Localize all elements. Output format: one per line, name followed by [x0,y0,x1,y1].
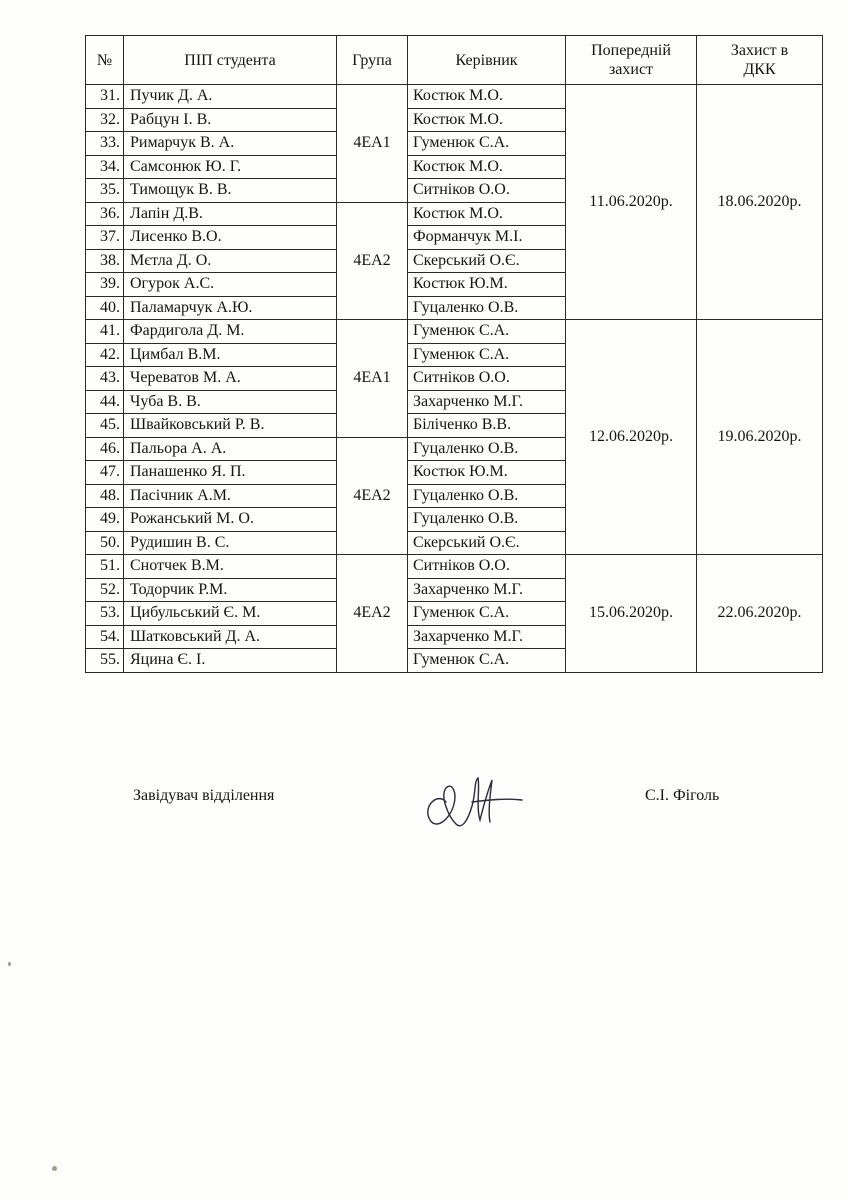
supervisor-name: Костюк М.О. [408,108,566,132]
supervisor-name: Гуцаленко О.В. [408,508,566,532]
supervisor-name: Гуцаленко О.В. [408,296,566,320]
supervisor-name: Костюк М.О. [408,202,566,226]
header-preliminary-line1: Попередній [591,42,671,59]
header-preliminary-defense [566,36,697,85]
header-defense-line2: ДКК [743,61,776,78]
preliminary-defense-date: 11.06.2020р. [566,85,697,320]
student-name: Цимбал В.М. [124,343,337,367]
supervisor-name: Гуменюк С.А. [408,649,566,673]
row-number: 55. [86,649,124,673]
paper-speck [52,1166,57,1171]
student-name: Фардигола Д. М. [124,320,337,344]
student-name: Рабцун І. В. [124,108,337,132]
supervisor-name: Ситніков О.О. [408,555,566,579]
supervisor-name: Гуцаленко О.В. [408,484,566,508]
student-name: Рожанський М. О. [124,508,337,532]
defense-schedule-table [85,35,823,673]
table-row [86,555,823,579]
final-defense-date: 19.06.2020р. [697,320,823,555]
student-name: Самсонюк Ю. Г. [124,155,337,179]
table-row [86,85,823,109]
paper-speck [8,962,11,966]
row-number: 48. [86,484,124,508]
student-name: Пасічник А.М. [124,484,337,508]
student-name: Паламарчук А.Ю. [124,296,337,320]
student-name: Пучик Д. А. [124,85,337,109]
header-preliminary-line2: захист [608,61,654,78]
final-defense-date: 22.06.2020р. [697,555,823,673]
header-number: № [86,36,124,85]
student-name: Лапін Д.В. [124,202,337,226]
student-name: Мєтла Д. О. [124,249,337,273]
supervisor-name: Скерський О.Є. [408,249,566,273]
row-number: 32. [86,108,124,132]
supervisor-name: Захарченко М.Г. [408,625,566,649]
student-name: Цибульський Є. М. [124,602,337,626]
student-name: Чуба В. В. [124,390,337,414]
supervisor-name: Біліченко В.В. [408,414,566,438]
supervisor-name: Костюк Ю.М. [408,461,566,485]
student-name: Швайковський Р. В. [124,414,337,438]
student-name: Пальора А. А. [124,437,337,461]
student-name: Череватов М. А. [124,367,337,391]
student-name: Тимощук В. В. [124,179,337,203]
row-number: 52. [86,578,124,602]
group-cell: 4ЕА2 [337,202,408,320]
row-number: 31. [86,85,124,109]
group-cell: 4ЕА1 [337,320,408,438]
row-number: 44. [86,390,124,414]
supervisor-name: Гуменюк С.А. [408,132,566,156]
supervisor-name: Костюк М.О. [408,85,566,109]
supervisor-name: Ситніков О.О. [408,179,566,203]
supervisor-name: Гуменюк С.А. [408,602,566,626]
row-number: 41. [86,320,124,344]
header-defense-line1: Захист в [730,42,789,59]
header-student: ПІП студента [124,36,337,85]
supervisor-name: Ситніков О.О. [408,367,566,391]
student-name: Панашенко Я. П. [124,461,337,485]
row-number: 45. [86,414,124,438]
header-group: Група [337,36,408,85]
supervisor-name: Гуменюк С.А. [408,343,566,367]
supervisor-name: Форманчук М.І. [408,226,566,250]
header-final-defense [697,36,823,85]
student-name: Снотчек В.М. [124,555,337,579]
row-number: 50. [86,531,124,555]
header-row [86,36,823,85]
final-defense-date: 18.06.2020р. [697,85,823,320]
row-number: 43. [86,367,124,391]
student-name: Лисенко В.О. [124,226,337,250]
handwritten-signature [416,762,526,834]
student-name: Рудишин В. С. [124,531,337,555]
header-supervisor: Керівник [408,36,566,85]
row-number: 39. [86,273,124,297]
student-name: Яцина Є. І. [124,649,337,673]
signatory-name: С.І. Фіголь [645,787,720,804]
row-number: 46. [86,437,124,461]
row-number: 34. [86,155,124,179]
row-number: 51. [86,555,124,579]
supervisor-name: Захарченко М.Г. [408,578,566,602]
preliminary-defense-date: 15.06.2020р. [566,555,697,673]
row-number: 47. [86,461,124,485]
group-cell: 4ЕА2 [337,437,408,555]
row-number: 40. [86,296,124,320]
student-name: Римарчук В. А. [124,132,337,156]
supervisor-name: Костюк Ю.М. [408,273,566,297]
supervisor-name: Костюк М.О. [408,155,566,179]
supervisor-name: Скерський О.Є. [408,531,566,555]
supervisor-name: Захарченко М.Г. [408,390,566,414]
table-body [86,85,823,673]
row-number: 37. [86,226,124,250]
student-name: Огурок А.С. [124,273,337,297]
row-number: 54. [86,625,124,649]
group-cell: 4ЕА2 [337,555,408,673]
row-number: 42. [86,343,124,367]
row-number: 35. [86,179,124,203]
row-number: 49. [86,508,124,532]
row-number: 36. [86,202,124,226]
preliminary-defense-date: 12.06.2020р. [566,320,697,555]
row-number: 38. [86,249,124,273]
student-name: Тодорчик Р.М. [124,578,337,602]
row-number: 53. [86,602,124,626]
student-name: Шатковський Д. А. [124,625,337,649]
table-row [86,320,823,344]
signatory-position: Завідувач відділення [133,787,275,804]
group-cell: 4ЕА1 [337,85,408,203]
row-number: 33. [86,132,124,156]
supervisor-name: Гуцаленко О.В. [408,437,566,461]
supervisor-name: Гуменюк С.А. [408,320,566,344]
